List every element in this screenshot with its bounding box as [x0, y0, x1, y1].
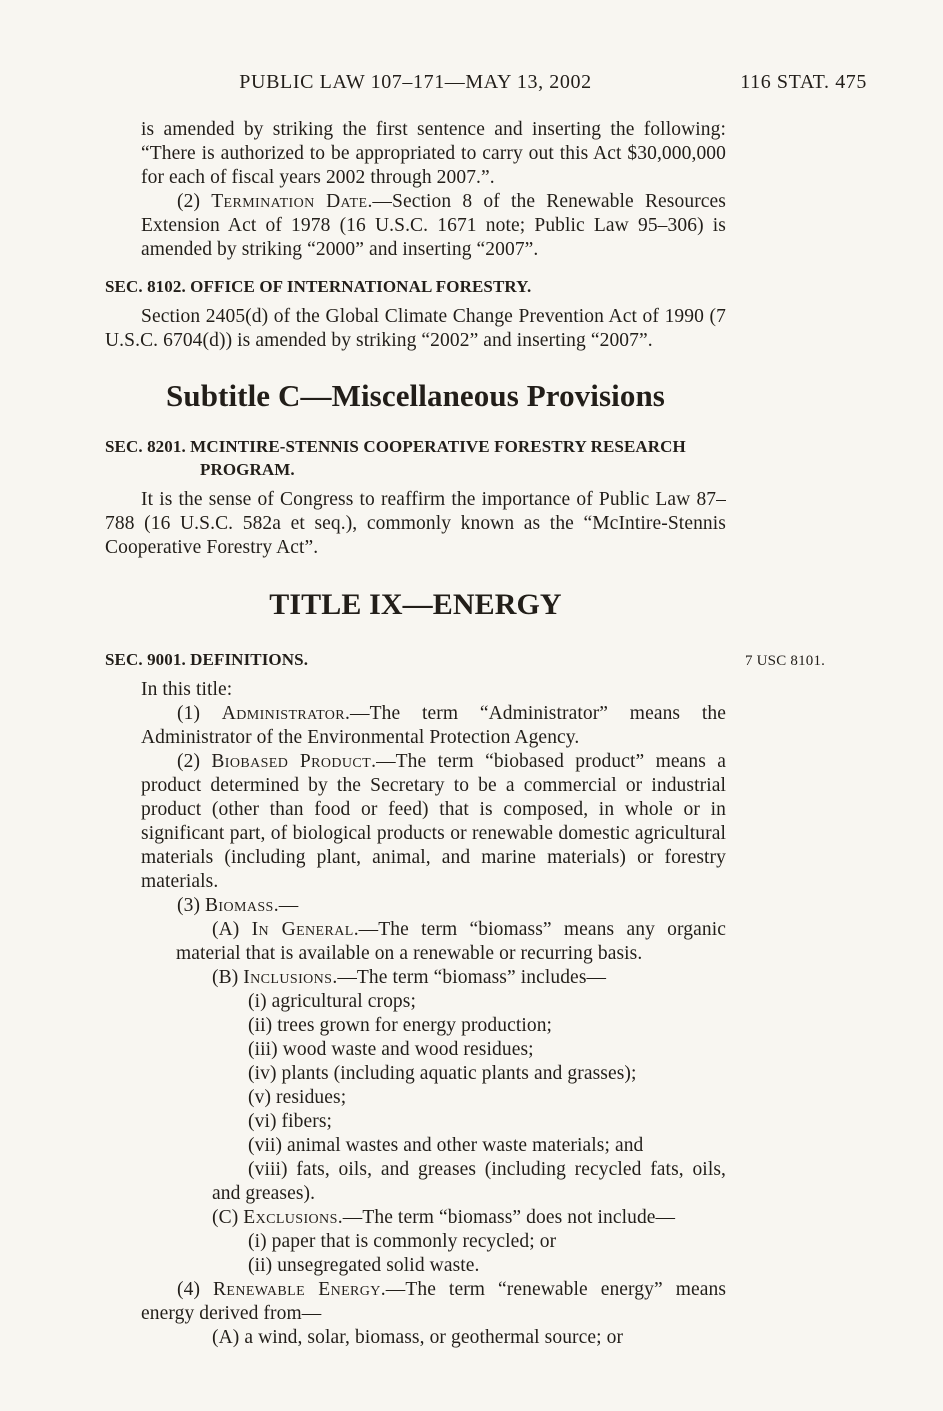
text-run: (ii) unsegregated solid waste. [248, 1255, 480, 1276]
exclusion-i [212, 1230, 726, 1254]
inclusion-ii [212, 1014, 726, 1038]
biomass-a-in-general [176, 918, 726, 966]
text-run: SEC. 9001. DEFINITIONS. [105, 650, 309, 669]
inclusion-v [212, 1086, 726, 1110]
text-run: .—The term “biomass” does not include— [337, 1207, 676, 1228]
paragraph-2-termination-date [141, 190, 726, 262]
subtitle-c-heading [105, 378, 726, 414]
title-ix-heading [105, 587, 726, 622]
text-run: TITLE IX—ENERGY [269, 588, 562, 621]
text-run: (vii) animal wastes and other waste materials; and [248, 1135, 644, 1156]
text-run: (1) [177, 703, 222, 724]
text-run: (iii) wood waste and wood residues; [248, 1039, 534, 1060]
text-run: .—The term “biomass” means any organic material that is available on a renewable or recurring basis. [176, 919, 726, 964]
text-run: (vi) fibers; [248, 1111, 333, 1132]
sec-9001-heading [105, 648, 826, 671]
text-run: (C) [212, 1207, 244, 1228]
small-caps-term: In General [251, 919, 354, 940]
text-run: .—The term “biobased product” means a product determined by the Secretary to be a commercial or industrial product (other than food or feed) that is composed, in whole or in significant part, of biological products or renewable domestic agricultural materials (including plant, animal, and marine materials) or forestry materials. [141, 751, 727, 892]
text-run: (A) [212, 919, 252, 940]
law-title-header: PUBLIC LAW 107–171—MAY 13, 2002 [239, 71, 592, 93]
sec-8102-body [105, 305, 726, 353]
text-run: .—The term “renewable energy” means energy derived from— [141, 1279, 727, 1324]
small-caps-term: Administrator [221, 703, 346, 724]
renewable-a-sources [176, 1326, 726, 1350]
small-caps-term: Termination Date [211, 191, 368, 212]
small-caps-term: Exclusions [243, 1207, 338, 1228]
small-caps-term: Renewable Energy [212, 1279, 381, 1300]
biomass-c-exclusions [176, 1206, 726, 1230]
text-run: .—The term “Administrator” means the Administrator of the Environmental Protection Agency. [141, 703, 726, 748]
text-run: (viii) fats, oils, and greases (including recycled fats, oils, and greases). [212, 1159, 726, 1204]
small-caps-term: Biomass [205, 895, 274, 916]
text-run: .—Section 8 of the Renewable Resources Extension Act of 1978 (16 U.S.C. 1671 note; Public Law 95–306) is amended by striking “2000” and inserting “2007”. [141, 191, 726, 260]
text-run: (3) [177, 895, 206, 916]
text-run: PROGRAM. [200, 460, 295, 479]
text-run: It is the sense of Congress to reaffirm the importance of Public Law 87–788 (16 U.S.C. 582a et seq.), commonly known as the “McIntire-Stennis Cooperative Forestry Act”. [105, 489, 726, 558]
continuation-paragraph [141, 118, 726, 190]
small-caps-term: Biobased Product [211, 751, 372, 772]
text-run: (B) [212, 967, 244, 988]
text-run: SEC. 8102. OFFICE OF INTERNATIONAL FORESTRY. [105, 277, 532, 296]
text-run: (2) [177, 191, 212, 212]
text-run: (4) [177, 1279, 213, 1300]
inclusion-vi [212, 1110, 726, 1134]
text-run: (A) a wind, solar, biomass, or geothermal source; or [212, 1327, 624, 1348]
text-run: (iv) plants (including aquatic plants and grasses); [248, 1063, 637, 1084]
text-run: .—The term “biomass” includes— [332, 967, 607, 988]
definition-4-renewable-energy [141, 1278, 726, 1326]
text-run: Subtitle C—Miscellaneous Provisions [166, 378, 665, 413]
text-run: (ii) trees grown for energy production; [248, 1015, 553, 1036]
document-body [105, 118, 826, 1350]
biomass-b-inclusions [176, 966, 726, 990]
definition-2-biobased-product [141, 750, 726, 894]
margin-note-usc-citation: 7 USC 8101. [745, 653, 826, 669]
stat-page-number: 116 STAT. 475 [740, 71, 867, 93]
text-run: (i) agricultural crops; [248, 991, 416, 1012]
text-run: (i) paper that is commonly recycled; or [248, 1231, 557, 1252]
definitions-intro [105, 678, 726, 702]
sec-8201-heading [105, 435, 726, 481]
inclusion-iii [212, 1038, 726, 1062]
text-run: .— [273, 895, 299, 916]
inclusion-viii [212, 1158, 726, 1206]
text-run: SEC. 8201. MCINTIRE-STENNIS COOPERATIVE FORESTRY RESEARCH [105, 437, 686, 456]
small-caps-term: Inclusions [243, 967, 333, 988]
text-run: In this title: [141, 679, 233, 700]
text-run: (v) residues; [248, 1087, 347, 1108]
definition-1-administrator [141, 702, 726, 750]
definition-3-biomass [141, 894, 726, 918]
inclusion-iv [212, 1062, 726, 1086]
sec-8201-body [105, 488, 726, 560]
inclusion-i [212, 990, 726, 1014]
exclusion-ii [212, 1254, 726, 1278]
inclusion-vii [212, 1134, 726, 1158]
sec-8102-heading [105, 275, 726, 298]
text-run: (2) [177, 751, 212, 772]
text-run: is amended by striking the first sentence and inserting the following: “There is authorized to be appropriated to carry out this Act $30,000,000 for each of fiscal years 2002 through 2007.”. [141, 119, 726, 188]
text-run: Section 2405(d) of the Global Climate Change Prevention Act of 1990 (7 U.S.C. 6704(d)) is amended by striking “2002” and inserting “2007”. [105, 306, 726, 351]
